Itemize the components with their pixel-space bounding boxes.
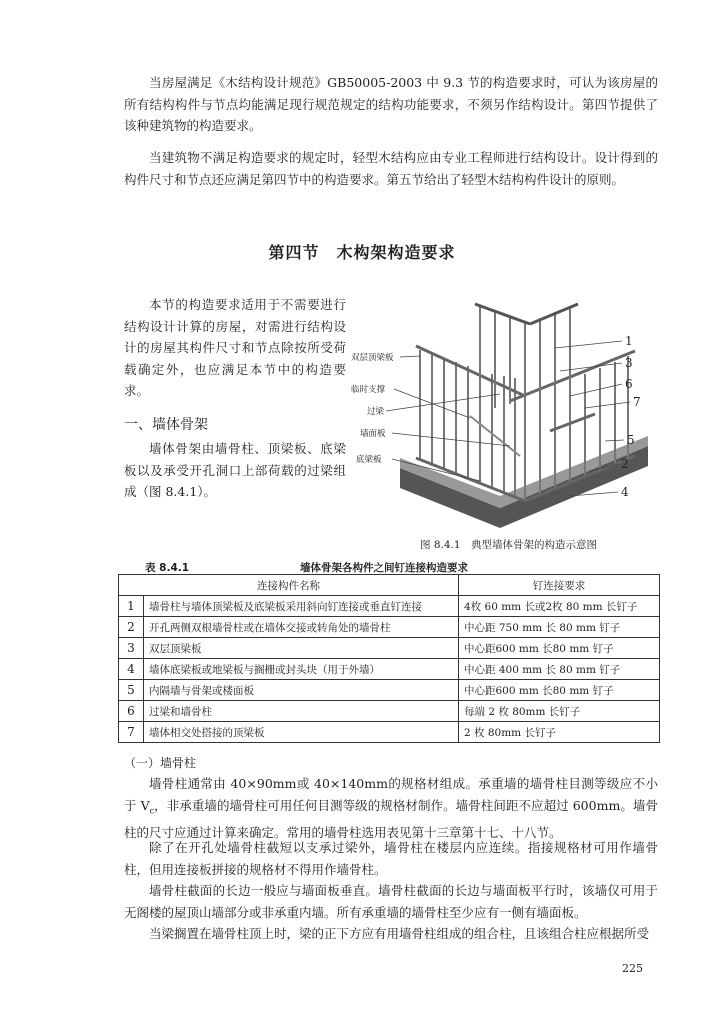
row-number: 7	[119, 722, 144, 743]
row-number: 5	[119, 680, 144, 701]
row-number: 4	[119, 659, 144, 680]
nail-connection-table	[118, 574, 660, 743]
label-temporary-brace: 临时支撑	[351, 385, 386, 395]
table-row	[119, 722, 660, 743]
row-connection-name: 开孔两侧双根墙骨柱或在墙体交接或转角处的墙骨柱	[144, 617, 459, 638]
label-1: 1	[625, 334, 633, 348]
intro-paragraph-2: 当建筑物不满足构造要求的规定时，轻型木结构应由专业工程师进行结构设计。设计得到的构件尺寸和节点还应满足第四节中的构造要求。第五节给出了轻型木结构构件设计的原则。	[124, 150, 658, 187]
wall-frame-paragraph: 墙体骨架由墙骨柱、顶梁板、底梁板以及承受开孔洞口上部荷载的过梁组成（图 8.4.1）。	[124, 441, 346, 499]
studs-paragraph-1	[124, 773, 658, 843]
studs-paragraph-2: 除了在开孔处墙骨柱截短以支承过梁外，墙骨柱在楼层内应连续。指接规格材可用作墙骨柱，但用连接板拼接的规格材不得用作墙骨柱。	[124, 840, 658, 877]
subsection-heading: 一、墙体骨架	[124, 417, 208, 433]
studs-heading: （一）墙骨柱	[124, 756, 197, 770]
row-connection-name: 过梁和墙骨柱	[144, 701, 459, 722]
studs-paragraph-1-sub: c	[149, 806, 155, 815]
label-2: 2	[621, 457, 629, 471]
wall-frame-diagram	[350, 296, 650, 530]
studs-paragraph-3: 墙骨柱截面的长边一般应与墙面板垂直。墙骨柱截面的长边与墙面板平行时，该墙仅可用于无阁楼的屋顶山墙部分或非承重内墙。所有承重墙的墙骨柱至少应有一侧有墙面板。	[124, 883, 658, 920]
row-connection-name: 墙体底梁板或地梁板与搁栅或封头块（用于外墙）	[144, 659, 459, 680]
row-number: 2	[119, 617, 144, 638]
studs-paragraph-1-a: 墙骨柱通常由 40×90mm或 40×140mm的规格材组成。承重墙的墙骨柱目测等级应不小于 V	[124, 776, 658, 813]
row-connection-name: 墙骨柱与墙体顶梁板及底梁板采用斜向钉连接或垂直钉连接	[144, 596, 459, 617]
label-double-top-plate: 双层顶梁板	[351, 353, 394, 363]
label-bottom-plate: 底梁板	[356, 455, 382, 465]
row-nail-requirement: 中心距 750 mm 长 80 mm 钉子	[459, 617, 660, 638]
label-5: 5	[627, 433, 635, 447]
studs-paragraph-4: 当梁搁置在墙骨柱顶上时，梁的正下方应有用墙骨柱组成的组合柱，且该组合柱应根据所受	[149, 926, 650, 941]
table-number: 表 8.4.1	[145, 562, 190, 574]
page-number: 225	[622, 962, 643, 975]
row-connection-name: 墙体相交处搭接的顶梁板	[144, 722, 459, 743]
row-connection-name: 内隔墙与骨架或楼面板	[144, 680, 459, 701]
label-4: 4	[621, 485, 629, 499]
intro-paragraph-1: 当房屋满足《木结构设计规范》GB50005-2003 中 9.3 节的构造要求时，可认为该房屋的所有结构构件与节点均能满足现行规范规定的结构功能要求，不须另作结构设计。第四节提供了该种建筑物的构造要求。	[124, 75, 658, 133]
header-connection-name: 连接构件名称	[119, 575, 459, 596]
label-6: 6	[625, 377, 633, 391]
table-row	[119, 596, 660, 617]
table-row	[119, 701, 660, 722]
row-nail-requirement: 每端 2 枚 80mm 长钉子	[459, 701, 660, 722]
row-number: 1	[119, 596, 144, 617]
row-nail-requirement: 中心距600 mm 长80 mm 钉子	[459, 638, 660, 659]
label-3: 3	[625, 356, 633, 370]
label-7: 7	[633, 395, 641, 409]
temporary-brace	[470, 416, 520, 456]
header-nail-requirement: 钉连接要求	[459, 575, 660, 596]
row-number: 3	[119, 638, 144, 659]
table-row	[119, 638, 660, 659]
label-header: 过梁	[367, 407, 385, 417]
double-top-plate	[475, 304, 578, 324]
section-intro-paragraph: 本节的构造要求适用于不需要进行结构设计计算的房屋，对需进行结构设计的房屋其构件尺寸和节点除按所受荷载确定外，也应满足本节中的构造要求。	[124, 297, 346, 398]
table-row	[119, 659, 660, 680]
section-title: 第四节 木构架构造要求	[268, 243, 456, 262]
row-connection-name: 双层顶梁板	[144, 638, 459, 659]
table-row	[119, 680, 660, 701]
figure-caption: 图 8.4.1 典型墙体骨架的构造示意图	[420, 539, 598, 551]
studs-paragraph-1-b: ，非承重墙的墙骨柱可用任何目测等级的规格材制作。墙骨柱间距不应超过 600mm。墙骨柱的尺寸应通过计算来确定。常用的墙骨柱选用表见第十三章第十七、十八节。	[124, 797, 658, 840]
label-sheathing: 墙面板	[360, 429, 386, 439]
row-nail-requirement: 4枚 60 mm 长或2枚 80 mm 长钉子	[459, 596, 660, 617]
row-number: 6	[119, 701, 144, 722]
table-header-row	[119, 575, 660, 596]
table-row	[119, 617, 660, 638]
row-nail-requirement: 2 枚 80mm 长钉子	[459, 722, 660, 743]
row-nail-requirement: 中心距 400 mm 长 80 mm 钉子	[459, 659, 660, 680]
table-title: 墙体骨架各构件之间钉连接构造要求	[300, 562, 468, 574]
row-nail-requirement: 中心距600 mm 长80 mm 钉子	[459, 680, 660, 701]
